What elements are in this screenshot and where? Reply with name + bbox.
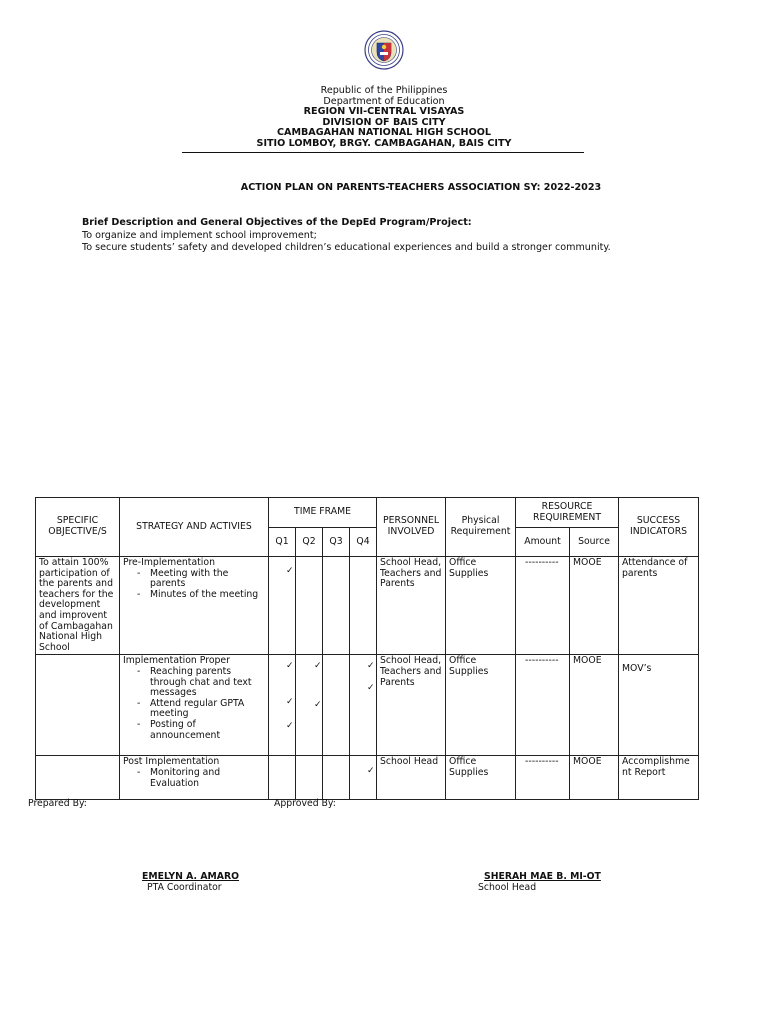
row1-source: MOOE xyxy=(573,557,602,568)
row3-activity-1: - Monitoring and Evaluation xyxy=(137,768,265,789)
brief-line-1: To organize and implement school improvement; xyxy=(82,229,317,241)
row3-source: MOOE xyxy=(573,756,602,768)
col-success: SUCCESS INDICATORS xyxy=(619,498,699,557)
table-row xyxy=(36,655,699,756)
deped-seal-icon xyxy=(364,30,404,70)
approver-role: School Head xyxy=(478,882,537,893)
row2-q1-check-1: ✓ xyxy=(286,661,294,672)
col-objectives: SPECIFIC OBJECTIVE/S xyxy=(36,498,120,557)
row2-physical: Office Supplies xyxy=(449,655,489,677)
row1-physical: Office Supplies xyxy=(449,557,489,579)
brief-line-2: To secure students’ safety and developed children’s educational experiences and build a stronger community. xyxy=(82,242,611,253)
header-school: CAMBAGAHAN NATIONAL HIGH SCHOOL xyxy=(276,127,491,139)
row2-q4-check-2: ✓ xyxy=(367,683,375,694)
preparer-name: EMELYN A. AMARO xyxy=(142,871,240,882)
header-country: Republic of the Philippines xyxy=(320,85,448,96)
row3-success: Accomplishme nt Report xyxy=(622,756,690,778)
row3-strategy-title: Post Implementation xyxy=(123,756,220,768)
row1-success: Attendance of parents xyxy=(622,557,688,579)
row3-personnel: School Head xyxy=(380,756,439,768)
row2-strategy xyxy=(120,655,268,742)
row1-q1-check: ✓ xyxy=(286,566,294,576)
row2-q1-check-3: ✓ xyxy=(286,721,294,732)
table-row xyxy=(36,557,699,655)
col-source: Source xyxy=(570,528,619,557)
row2-q2-check-1: ✓ xyxy=(314,661,322,672)
approved-by-label: Approved By: xyxy=(274,798,336,809)
col-amount: Amount xyxy=(516,528,570,557)
row1-objective: To attain 100% participation of the parents and teachers for the development and improvent of Cambagahan National High School xyxy=(39,557,114,653)
row1-strategy xyxy=(120,557,268,601)
col-q3: Q3 xyxy=(323,528,350,557)
preparer-role: PTA Coordinator xyxy=(147,882,222,893)
row2-q2-check-2: ✓ xyxy=(314,700,322,711)
row2-q4-check-1: ✓ xyxy=(367,661,375,672)
row2-strategy-title: Implementation Proper xyxy=(123,655,230,667)
table-header-row xyxy=(36,498,699,528)
row2-success: MOV’s xyxy=(622,663,652,675)
row1-amount: ---------- xyxy=(525,557,559,568)
header-region: REGION VII-CENTRAL VISAYAS xyxy=(303,106,465,118)
row3-strategy xyxy=(120,756,268,790)
row3-amount: ---------- xyxy=(525,756,559,768)
col-physical: Physical Requirement xyxy=(446,498,516,557)
col-resource: RESOURCE REQUIREMENT xyxy=(516,498,619,528)
header-division: DIVISION OF BAIS CITY xyxy=(322,116,446,128)
row1-activity-2: - Minutes of the meeting xyxy=(137,590,265,601)
col-q2: Q2 xyxy=(296,528,323,557)
prepared-by-label: Prepared By: xyxy=(28,798,87,809)
row2-q1-check-2: ✓ xyxy=(286,697,294,708)
brief-heading: Brief Description and General Objectives of the DepEd Program/Project: xyxy=(82,217,472,228)
header-department: Department of Education xyxy=(323,95,445,107)
row2-activity-1: - Reaching parents through chat and text messages xyxy=(137,667,265,699)
table-row xyxy=(36,756,699,800)
row3-physical: Office Supplies xyxy=(449,756,489,778)
col-q1: Q1 xyxy=(269,528,296,557)
letterhead xyxy=(0,86,768,150)
header-address: SITIO LOMBOY, BRGY. CAMBAGAHAN, BAIS CITY xyxy=(256,137,512,149)
header-divider xyxy=(182,152,584,153)
row1-strategy-title: Pre-Implementation xyxy=(123,557,215,568)
row3-q4-check: ✓ xyxy=(367,766,375,777)
col-q4: Q4 xyxy=(350,528,377,557)
document-title: ACTION PLAN ON PARENTS-TEACHERS ASSOCIATION SY: 2022-2023 xyxy=(240,182,602,193)
row1-activity-1: - Meeting with the parents xyxy=(137,569,265,590)
col-strategy: STRATEGY AND ACTIVIES xyxy=(120,498,269,557)
row2-personnel: School Head, Teachers and Parents xyxy=(380,655,442,688)
row2-activity-2: - Attend regular GPTA meeting xyxy=(137,699,265,720)
col-time-frame: TIME FRAME xyxy=(269,498,377,528)
row2-amount: ---------- xyxy=(525,655,559,667)
brief-description xyxy=(82,217,611,255)
action-plan-table xyxy=(35,497,699,800)
col-personnel: PERSONNEL INVOLVED xyxy=(377,498,446,557)
approver-name: SHERAH MAE B. MI-OT xyxy=(484,871,601,882)
row2-source: MOOE xyxy=(573,655,602,667)
row2-activity-3: - Posting of announcement xyxy=(137,720,265,741)
row1-personnel: School Head, Teachers and Parents xyxy=(380,557,442,590)
